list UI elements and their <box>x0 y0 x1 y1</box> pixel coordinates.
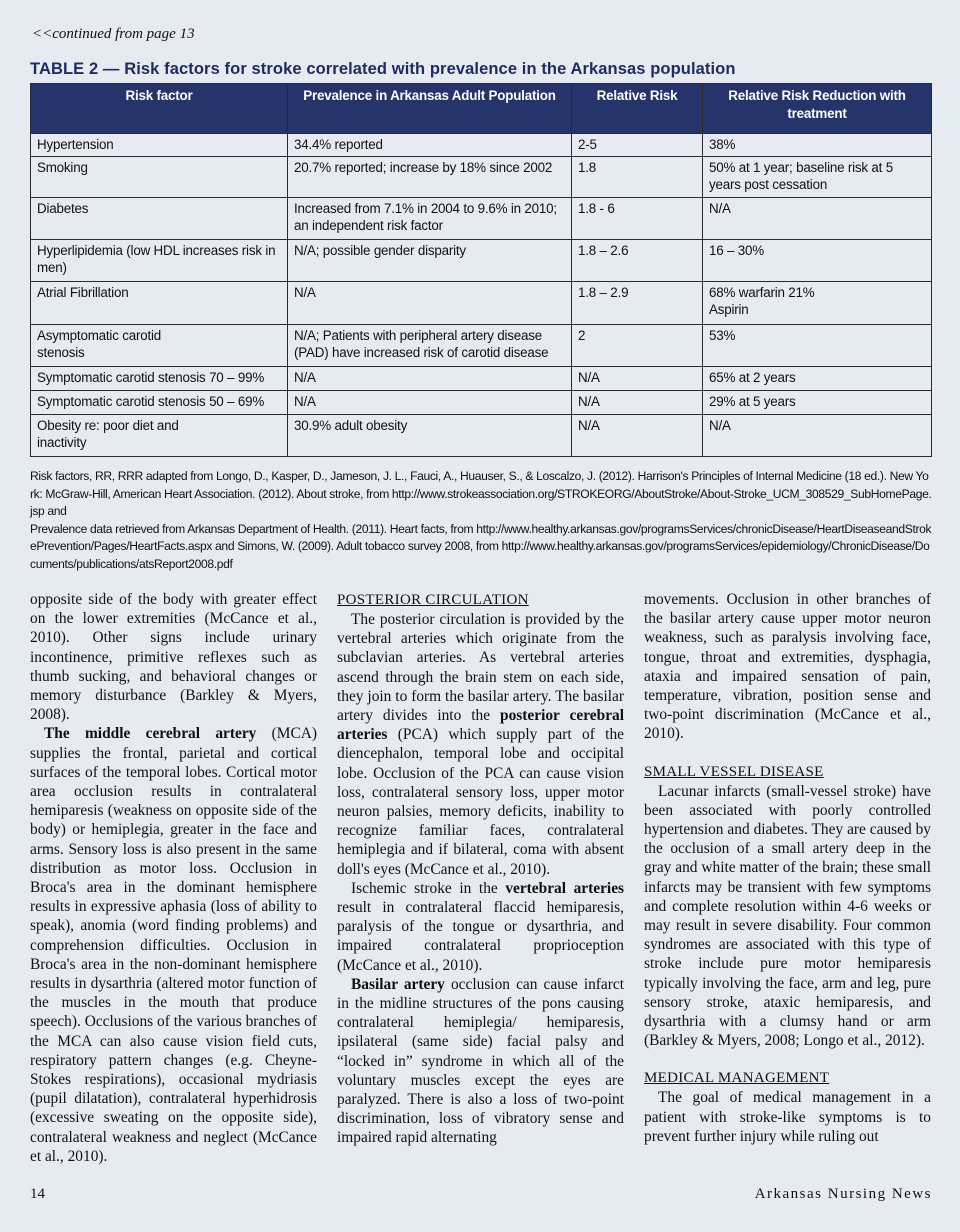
cell-risk-factor: Hypertension <box>31 134 288 157</box>
article-column-2 <box>337 590 624 1148</box>
paragraph-text: (MCA) supplies the frontal, parietal and cortical surfaces of the temporal lobes. Cortical motor area occlusion results in contralateral hemiparesis (weakness on opposite side of the body) or hemiplegia, greater in the face and arms. Sensory loss is also present in the same distribution as motor loss. Occlusion in Broca's area in the dominant hemisphere results in expressive aphasia (loss of ability to speak), anomia (word finding problems) and comprehension difficulties. Occlusion in Broca's area in the non-dominant hemisphere results in dysarthria (altered motor function of the muscles in the mouth that produce speech). Occlusions of the various branches of the MCA can also cause vision field cuts, respiratory pattern changes (e.g. Cheyne-Stokes respirations), occasional mydriasis (pupil dilatation), contralateral hyperhidrosis (excessive sweating on the opposite side), contralateral weakness and neglect (McCance et al., 2010). <box>30 725 317 1165</box>
publication-name: Arkansas Nursing News <box>754 1186 932 1202</box>
cell-risk-factor: Diabetes <box>31 198 288 240</box>
cell-prevalence: N/A; possible gender disparity <box>288 240 572 282</box>
cell-risk-reduction: 50% at 1 year; baseline risk at 5 years post cessation <box>703 157 932 198</box>
paragraph-posterior <box>337 610 624 879</box>
table-source-credits <box>30 468 932 574</box>
table-header-row <box>31 84 932 134</box>
cell-risk-reduction: 16 – 30% <box>703 240 932 282</box>
section-heading-small-vessel: SMALL VESSEL DISEASE <box>644 763 824 780</box>
table-row <box>31 134 932 157</box>
cell-relative-risk: 2 <box>572 325 703 367</box>
cell-relative-risk: 1.8 – 2.9 <box>572 282 703 325</box>
paragraph: movements. Occlusion in other branches of the basilar artery cause upper motor neuron weakness, such as paralysis involving face, tongue, throat and extremities, dysphagia, ataxia and impaired sensation of pain, temperature, vibration, position sense and two-point discrimination (McCance et al., 2010). <box>644 591 931 743</box>
paragraph-medical: The goal of medical management in a patient with stroke-like symptoms is to prevent further injury while ruling out <box>644 1089 931 1145</box>
table-row <box>31 198 932 240</box>
keyword-basilar: Basilar artery <box>351 975 445 993</box>
paragraph-lacunar: Lacunar infarcts (small-vessel stroke) have been associated with poorly controlled hypertension and diabetes. They are caused by the occlusion of a small artery deep in the gray and white matter of the brain; these small infarcts may be transient with few symptoms and complete resolution within 4-6 weeks or may result in severe disability. Four common syndromes are associated with this type of stroke include pure motor hemiparesis typically involving the face, arm and leg, pure sensory stroke, ataxic hemiparesis, and dysarthria with a clumsy hand or arm (Barkley & Myers, 2008; Longo et al., 2012). <box>644 782 931 1050</box>
cell-relative-risk: N/A <box>572 415 703 457</box>
cell-prevalence: N/A <box>288 367 572 391</box>
header-relative-risk: Relative Risk <box>572 84 703 134</box>
cell-risk-reduction: 38% <box>703 134 932 157</box>
continued-from-note: <<continued from page 13 <box>32 26 195 42</box>
cell-relative-risk: N/A <box>572 367 703 391</box>
cell-relative-risk: 1.8 - 6 <box>572 198 703 240</box>
cell-risk-factor-text: Obesity re: poor diet and inactivity <box>37 418 179 450</box>
cell-risk-factor-text: Asymptomatic carotid stenosis <box>37 328 161 360</box>
cell-risk-reduction <box>703 282 932 325</box>
cell-risk-reduction-text: 68% warfarin 21% Aspirin <box>709 285 815 317</box>
cell-risk-factor: Atrial Fibrillation <box>31 282 288 325</box>
cell-relative-risk: 1.8 <box>572 157 703 198</box>
cell-risk-factor: Hyperlipidemia (low HDL increases risk in men) <box>31 240 288 282</box>
credits-risk-factors: Risk factors, RR, RRR adapted from Longo, D., Kasper, D., Jameson, J. L., Fauci, A., Huauser, S., & Loscalzo, J. (2012). Harrison's Principles of Internal Medicine (18 ed.). New York: McGraw-Hill, American Heart Association. (2012). About stroke, from http://www.strokeassociation.org/STROKEORG/AboutStroke/About-Stroke_UCM_308529_SubHomePage.jsp and <box>30 469 932 519</box>
keyword-pca: posterior cerebral arteries <box>337 707 624 744</box>
cell-relative-risk: N/A <box>572 391 703 415</box>
table-row <box>31 391 932 415</box>
table-title: TABLE 2 — Risk factors for stroke correlated with prevalence in the Arkansas population <box>30 60 736 78</box>
paragraph-mca <box>30 724 317 1166</box>
cell-risk-reduction: 65% at 2 years <box>703 367 932 391</box>
cell-risk-factor: Symptomatic carotid stenosis 50 – 69% <box>31 391 288 415</box>
cell-risk-factor <box>31 325 288 367</box>
page-number: 14 <box>30 1186 45 1202</box>
cell-risk-reduction: 29% at 5 years <box>703 391 932 415</box>
section-heading-medical-management: MEDICAL MANAGEMENT <box>644 1070 830 1087</box>
cell-risk-reduction: N/A <box>703 198 932 240</box>
paragraph-basilar <box>337 975 624 1148</box>
header-prevalence: Prevalence in Arkansas Adult Population <box>288 84 572 134</box>
paragraph-vertebral <box>337 879 624 975</box>
cell-prevalence: N/A <box>288 282 572 325</box>
paragraph: opposite side of the body with greater effect on the lower extremities (McCance et al., 2010). Other signs include urinary incontinence, primitive reflexes such as thumb sucking, and behavioral changes or memory disturbance (Barkley & Myers, 2008). <box>30 591 317 724</box>
cell-prevalence: N/A <box>288 391 572 415</box>
article-column-3 <box>644 590 931 1146</box>
table-row <box>31 367 932 391</box>
paragraph-text: result in contralateral flaccid hemiparesis, paralysis of the tongue or dysarthria, and impaired contralateral proprioception (McCance et al., 2010). <box>337 899 624 974</box>
article-column-1 <box>30 590 317 1166</box>
cell-relative-risk: 1.8 – 2.6 <box>572 240 703 282</box>
section-heading-posterior-circulation: POSTERIOR CIRCULATION <box>337 592 529 608</box>
cell-risk-factor <box>31 415 288 457</box>
cell-prevalence: 30.9% adult obesity <box>288 415 572 457</box>
cell-risk-reduction: N/A <box>703 415 932 457</box>
cell-risk-factor: Smoking <box>31 157 288 198</box>
header-risk-factor: Risk factor <box>31 84 288 134</box>
table-row <box>31 240 932 282</box>
table-row <box>31 415 932 457</box>
cell-prevalence: Increased from 7.1% in 2004 to 9.6% in 2010; an independent risk factor <box>288 198 572 240</box>
header-risk-reduction: Relative Risk Reduction with treatment <box>703 84 932 134</box>
keyword-vertebral: vertebral arteries <box>505 879 625 897</box>
cell-prevalence: N/A; Patients with peripheral artery disease (PAD) have increased risk of carotid disease <box>288 325 572 367</box>
cell-relative-risk: 2-5 <box>572 134 703 157</box>
risk-factor-table <box>30 83 932 457</box>
keyword-mca: The middle cerebral artery <box>44 725 257 743</box>
cell-prevalence: 20.7% reported; increase by 18% since 2002 <box>288 157 572 198</box>
table-row <box>31 157 932 198</box>
cell-risk-reduction: 53% <box>703 325 932 367</box>
paragraph-text: (PCA) which supply part of the diencephalon, temporal lobe and occipital lobe. Occlusion of the PCA can cause vision loss, contralateral sensory loss, upper motor neuron palsies, memory deficits, inability to recognize familiar faces, contralateral hemiplegia and if bilateral, coma with absent doll's eyes (McCance et al., 2010). <box>337 726 624 878</box>
table-row <box>31 325 932 367</box>
paragraph-text: The posterior circulation is provided by the vertebral arteries which originate from the subclavian arteries. As vertebral arteries ascend through the brain stem on each side, they join to form the basilar artery. The basilar artery divides into the <box>337 611 624 725</box>
cell-risk-factor: Symptomatic carotid stenosis 70 – 99% <box>31 367 288 391</box>
paragraph-text: occlusion can cause infarct in the midline structures of the pons causing contralateral hemiplegia/ hemiparesis, ipsilateral (same side) facial palsy and “locked in” syndrome in which all of the voluntary muscles except the eyes are paralyzed. There is also a loss of two-point discrimination, loss of vibratory sense and impaired rapid alternating <box>337 975 624 1147</box>
credits-prevalence: Prevalence data retrieved from Arkansas Department of Health. (2011). Heart facts, from http://www.healthy.arkansas.gov/programsServices/chronicDisease/HeartDiseaseandStrokePrevention/Pages/HeartFacts.aspx and Simons, W. (2009). Adult tobacco survey 2008, from http://www.healthy.arkansas.gov/programsServices/epidemiology/ChronicDisease/Documents/publications/atsReport2008.pdf <box>30 521 932 571</box>
table-row <box>31 282 932 325</box>
cell-prevalence: 34.4% reported <box>288 134 572 157</box>
paragraph-text: Ischemic stroke in the <box>351 879 506 897</box>
